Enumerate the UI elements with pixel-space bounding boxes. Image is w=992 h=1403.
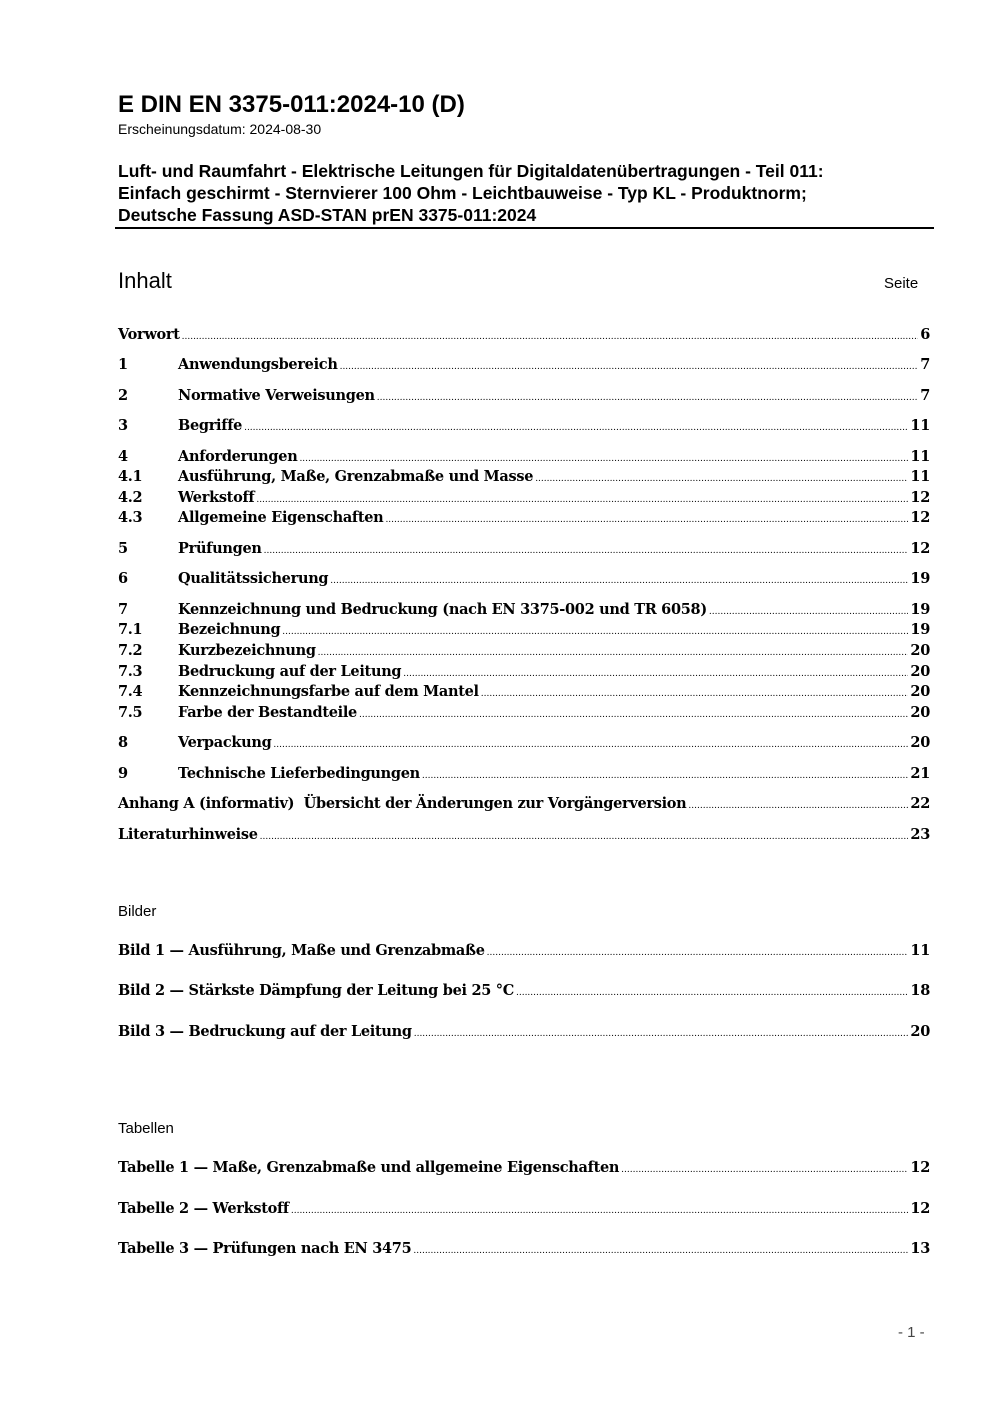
toc-entry-title: Farbe der Bestandteile [178, 704, 357, 721]
document-title [118, 160, 933, 226]
toc-entry-title: Qualitätssicherung [178, 570, 329, 587]
toc-entry-title: Bedruckung auf der Leitung [178, 663, 402, 680]
toc-entry-number: 2 [118, 387, 128, 404]
toc-entry-page: 22 [910, 795, 930, 812]
table-entry-title: Tabelle 3 — Prüfungen nach EN 3475 [118, 1240, 412, 1257]
toc-entry-page: 12 [910, 489, 930, 506]
toc-entry-page: 20 [910, 642, 930, 659]
toc-entry-number: 8 [118, 734, 128, 751]
page-number: - 1 - [898, 1324, 925, 1341]
table-entry-page: 12 [910, 1159, 930, 1176]
toc-entry-title: Technische Lieferbedingungen [178, 765, 420, 782]
title-line: Einfach geschirmt - Sternvierer 100 Ohm - Leichtbauweise - Typ KL - Produktnorm; [118, 183, 807, 203]
toc-entry-page: 12 [910, 509, 930, 526]
title-line: Deutsche Fassung ASD-STAN prEN 3375-011:2024 [118, 205, 537, 225]
toc-entry-number: 9 [118, 765, 128, 782]
toc-entry[interactable] [118, 416, 930, 436]
toc-entry-title: Vorwort [118, 326, 180, 343]
toc-entry-number: 7.3 [118, 663, 143, 680]
toc-entry-page: 12 [910, 540, 930, 557]
toc-entry-page: 19 [910, 621, 930, 638]
toc-entry-number: 7.5 [118, 704, 143, 721]
toc-entry-title: Begriffe [178, 417, 243, 434]
toc-entry-number: 4.1 [118, 468, 143, 485]
publication-date: Erscheinungsdatum: 2024-08-30 [118, 121, 322, 137]
table-entry-title: Tabelle 2 — Werkstoff [118, 1200, 289, 1217]
toc-entry[interactable] [118, 600, 930, 620]
toc-entry[interactable] [118, 703, 930, 723]
toc-entry-title: Literaturhinweise [118, 826, 258, 843]
toc-entry-page: 11 [910, 417, 930, 434]
toc-entry-page: 21 [910, 765, 930, 782]
toc-entry-page: 23 [910, 826, 930, 843]
figure-entry-title: Bild 1 — Ausführung, Maße und Grenzabmaße [118, 942, 485, 959]
toc-entry-number: 5 [118, 540, 128, 557]
figures-heading: Bilder [118, 903, 157, 920]
toc-entry[interactable] [118, 467, 930, 487]
toc-entry[interactable] [118, 325, 930, 345]
figure-entry-page: 18 [910, 982, 930, 999]
toc-entry-number: 6 [118, 570, 128, 587]
toc-entry-title: Prüfungen [178, 540, 262, 557]
toc-entry-page: 7 [920, 356, 930, 373]
toc-entry-page: 19 [910, 601, 930, 618]
toc-entry[interactable] [118, 682, 930, 702]
toc-heading: Inhalt [118, 268, 172, 293]
toc-entry[interactable] [118, 386, 930, 406]
toc-entry[interactable] [118, 764, 930, 784]
table-entry-page: 13 [910, 1240, 930, 1257]
toc-entry-title: Anwendungsbereich [178, 356, 338, 373]
toc-entry-number: 1 [118, 356, 128, 373]
toc-entry-title: Anforderungen [178, 448, 298, 465]
toc-entry-page: 20 [910, 683, 930, 700]
toc-entry-number: 7.2 [118, 642, 143, 659]
toc-entry-page: 7 [920, 387, 930, 404]
toc-entry-page: 19 [910, 570, 930, 587]
toc-entry[interactable] [118, 825, 930, 845]
table-entry-page: 12 [910, 1200, 930, 1217]
toc-entry[interactable] [118, 794, 930, 814]
title-line: Luft- und Raumfahrt - Elektrische Leitungen für Digitaldatenübertragungen - Teil 011: [118, 161, 824, 181]
toc-entry-title: Normative Verweisungen [178, 387, 375, 404]
toc-entry-title: Ausführung, Maße, Grenzabmaße und Masse [178, 468, 534, 485]
toc-entry[interactable] [118, 569, 930, 589]
table-entry[interactable] [118, 1199, 930, 1219]
toc-entry-page: 6 [920, 326, 930, 343]
toc-entry-number: 7.1 [118, 621, 143, 638]
toc-entry-title: Kennzeichnungsfarbe auf dem Mantel [178, 683, 479, 700]
toc-entry[interactable] [118, 488, 930, 508]
toc-entry-number: 7.4 [118, 683, 143, 700]
table-entry[interactable] [118, 1239, 930, 1259]
page-column-label: Seite [884, 275, 919, 292]
toc-entry[interactable] [118, 508, 930, 528]
toc-entry-title: Werkstoff [178, 489, 255, 506]
toc-entry-title: Kennzeichnung und Bedruckung (nach EN 3375-002 und TR 6058) [178, 601, 707, 618]
toc-entry[interactable] [118, 620, 930, 640]
figure-entry-page: 20 [910, 1023, 930, 1040]
toc-entry-page: 11 [910, 448, 930, 465]
toc-entry[interactable] [118, 733, 930, 753]
toc-entry-page: 11 [910, 468, 930, 485]
toc-entry-page: 20 [910, 663, 930, 680]
toc-entry-number: 4 [118, 448, 128, 465]
toc-entry-page: 20 [910, 704, 930, 721]
title-divider [115, 227, 934, 229]
tables-heading: Tabellen [118, 1120, 174, 1137]
toc-entry[interactable] [118, 641, 930, 661]
toc-entry[interactable] [118, 662, 930, 682]
figure-entry[interactable] [118, 981, 930, 1001]
figure-entry-title: Bild 2 — Stärkste Dämpfung der Leitung bei 25 °C [118, 982, 514, 999]
toc-entry-title: Kurzbezeichnung [178, 642, 316, 659]
table-entry[interactable] [118, 1158, 930, 1178]
toc-entry[interactable] [118, 539, 930, 559]
toc-entry-number: 4.3 [118, 509, 143, 526]
toc-entry-title: Anhang A (informativ) Übersicht der Änderungen zur Vorgängerversion [118, 795, 687, 812]
toc-entry-number: 4.2 [118, 489, 143, 506]
toc-entry[interactable] [118, 447, 930, 467]
toc-entry-title: Verpackung [178, 734, 272, 751]
figure-entry[interactable] [118, 1022, 930, 1042]
toc-entry[interactable] [118, 355, 930, 375]
figure-entry-title: Bild 3 — Bedruckung auf der Leitung [118, 1023, 412, 1040]
toc-entry-page: 20 [910, 734, 930, 751]
figure-entry-page: 11 [910, 942, 930, 959]
figure-entry[interactable] [118, 941, 930, 961]
table-entry-title: Tabelle 1 — Maße, Grenzabmaße und allgemeine Eigenschaften [118, 1159, 620, 1176]
toc-entry-title: Allgemeine Eigenschaften [178, 509, 384, 526]
doc-id: E DIN EN 3375-011:2024-10 (D) [118, 91, 465, 118]
toc-entry-title: Bezeichnung [178, 621, 281, 638]
toc-entry-number: 3 [118, 417, 128, 434]
toc-entry-number: 7 [118, 601, 128, 618]
